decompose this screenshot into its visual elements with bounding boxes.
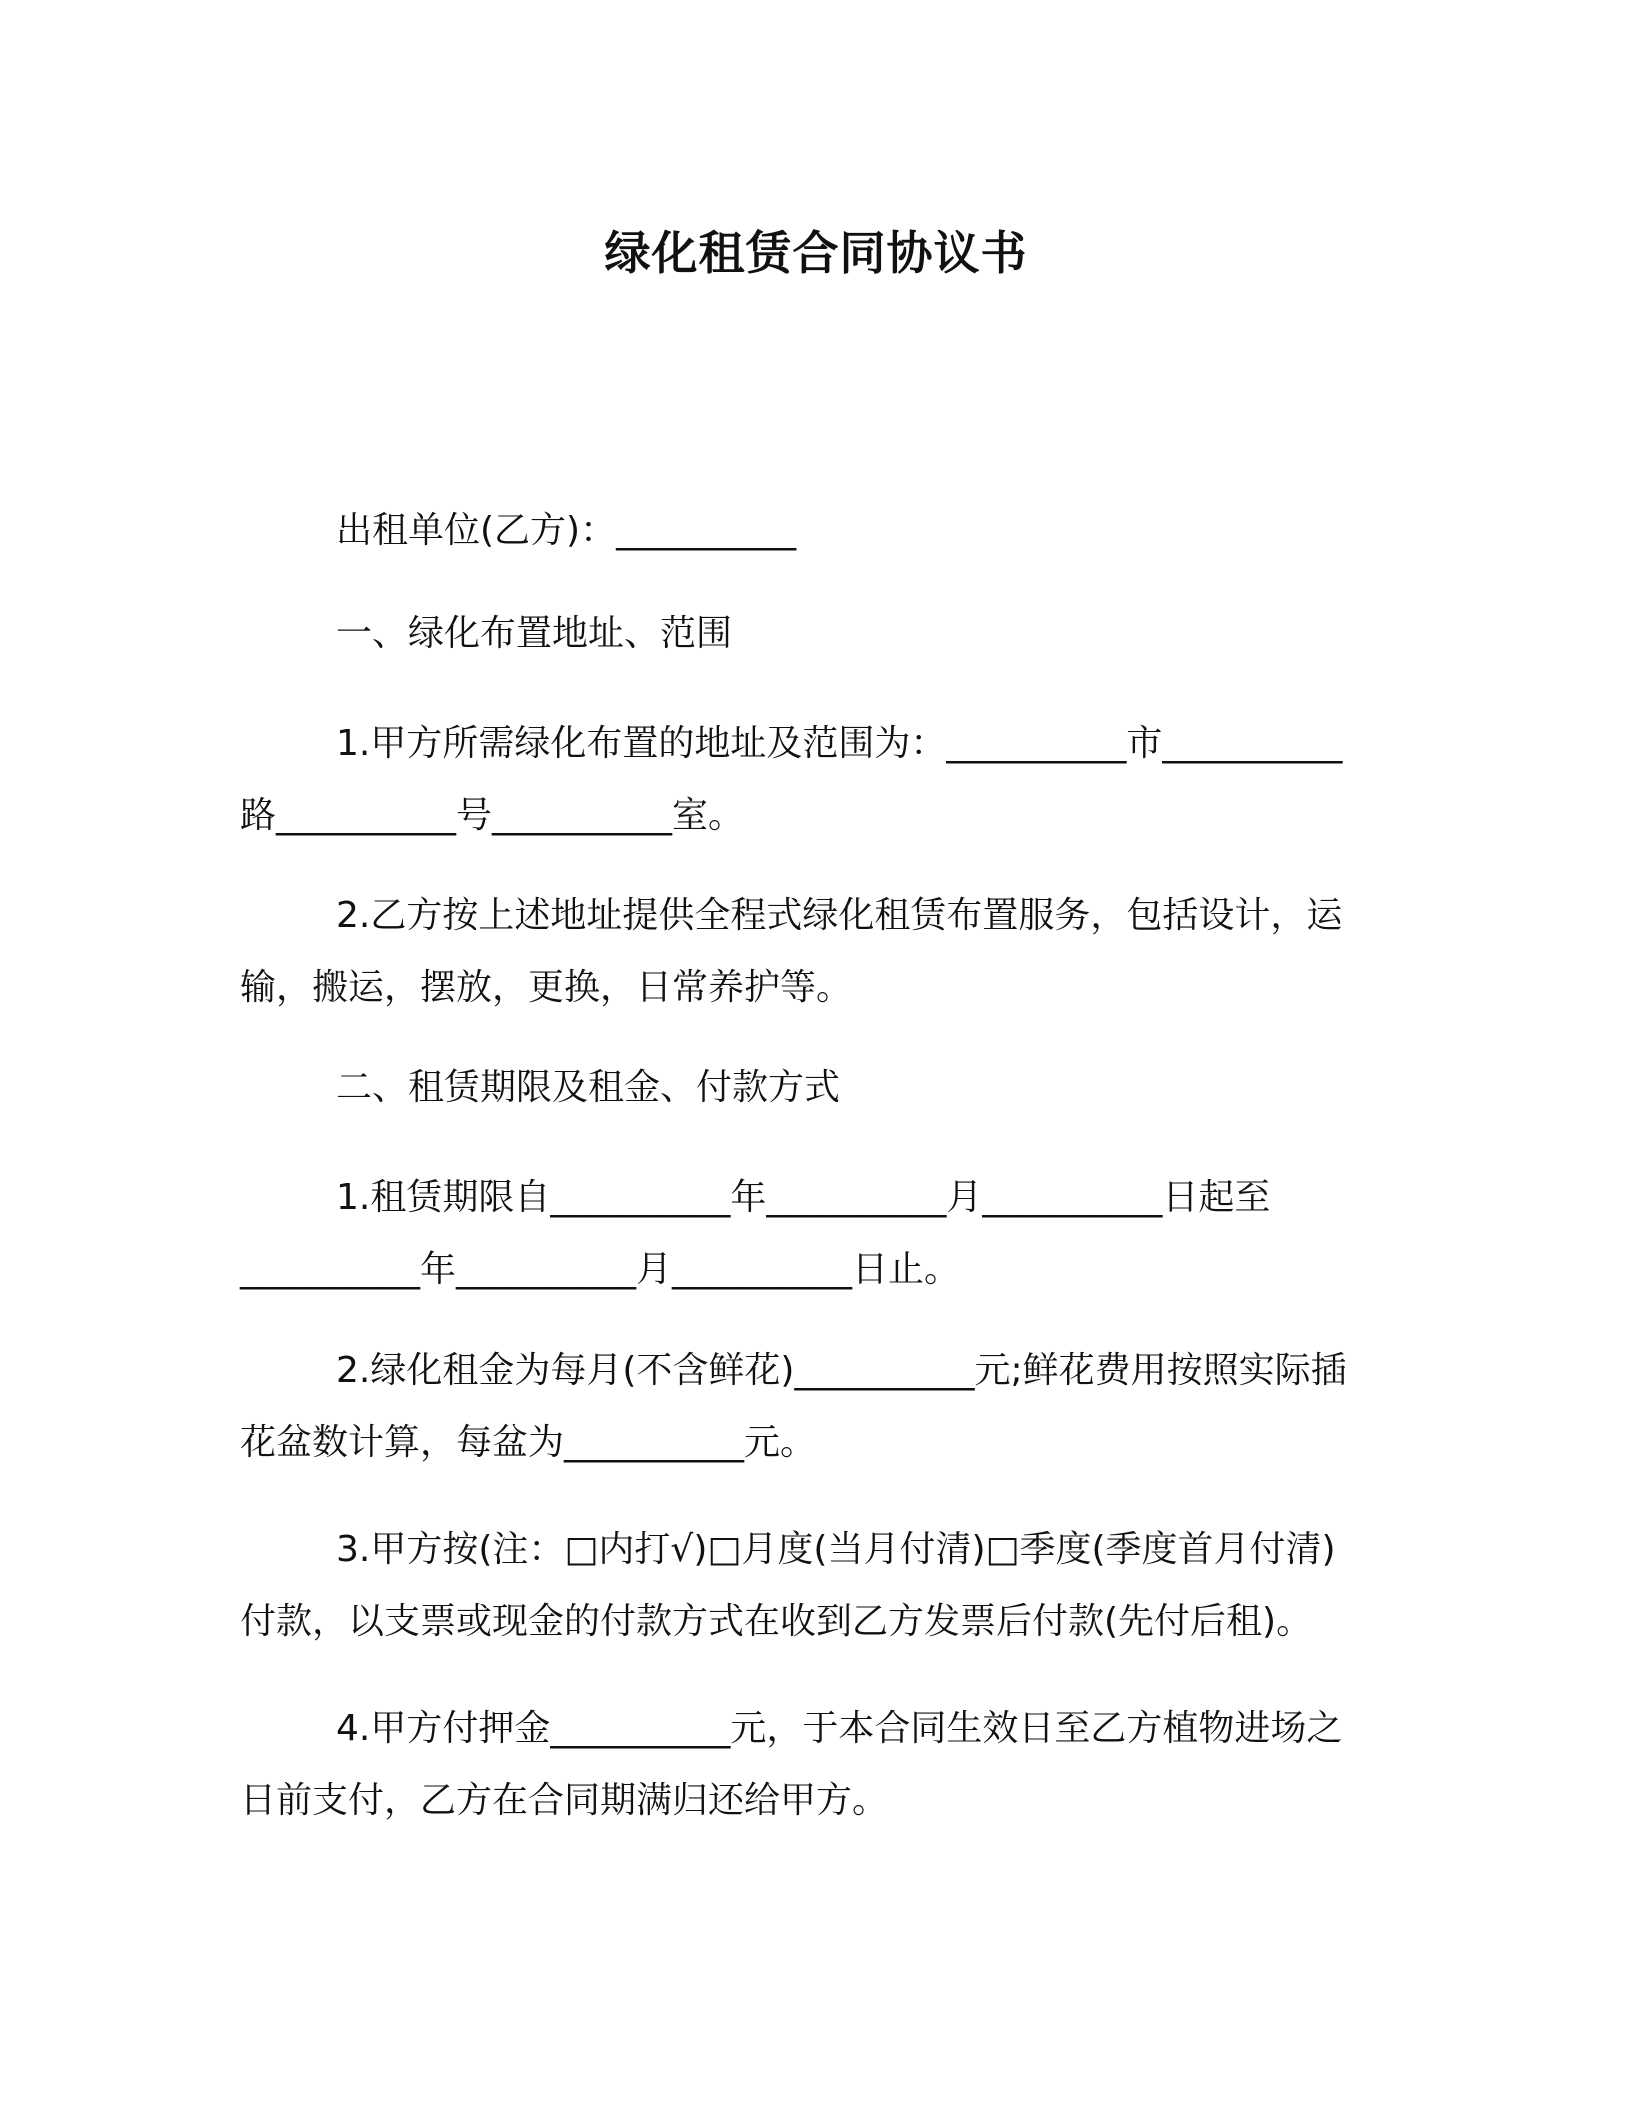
paragraph-payment xyxy=(240,1514,1380,1658)
paragraph-line: 2.乙方按上述地址提供全程式绿化租赁布置服务，包括设计，运 xyxy=(336,895,1343,936)
paragraph-line: 一、绿化布置地址、范围 xyxy=(336,613,733,654)
paragraph-line: 日前支付，乙方在合同期满归还给甲方。 xyxy=(240,1780,889,1821)
paragraph-service xyxy=(240,880,1380,1024)
paragraph-deposit xyxy=(240,1693,1380,1837)
paragraph-line: 3.甲方按(注：□内打√)□月度(当月付清)□季度(季度首月付清) xyxy=(336,1529,1336,1570)
section-heading-1 xyxy=(240,598,1380,670)
paragraph-line: 花盆数计算，每盆为__________元。 xyxy=(240,1422,817,1463)
paragraph-line: 出租单位(乙方)：__________ xyxy=(336,510,797,551)
section-heading-2 xyxy=(240,1052,1380,1124)
document-title: 绿化租赁合同协议书 xyxy=(604,226,1028,280)
paragraph-line: 路__________号__________室。 xyxy=(240,795,745,836)
paragraph-line: 付款，以支票或现金的付款方式在收到乙方发票后付款(先付后租)。 xyxy=(240,1601,1313,1642)
paragraph-line: 1.租赁期限自__________年__________月__________日起至 xyxy=(336,1177,1271,1218)
paragraph-rent xyxy=(240,1335,1380,1479)
paragraph-address xyxy=(240,708,1380,852)
paragraph-line: __________年__________月__________日止。 xyxy=(240,1249,961,1290)
paragraph-line: 4.甲方付押金__________元，于本合同生效日至乙方植物进场之 xyxy=(336,1708,1343,1749)
paragraph-line: 二、租赁期限及租金、付款方式 xyxy=(336,1067,841,1108)
paragraph-line: 2.绿化租金为每月(不含鲜花)__________元;鲜花费用按照实际插 xyxy=(336,1350,1347,1391)
paragraph-term xyxy=(240,1162,1380,1306)
paragraph-line: 1.甲方所需绿化布置的地址及范围为：__________市__________ xyxy=(336,723,1343,764)
paragraph-lessor xyxy=(240,495,1380,567)
paragraph-line: 输，搬运，摆放，更换，日常养护等。 xyxy=(240,967,853,1008)
